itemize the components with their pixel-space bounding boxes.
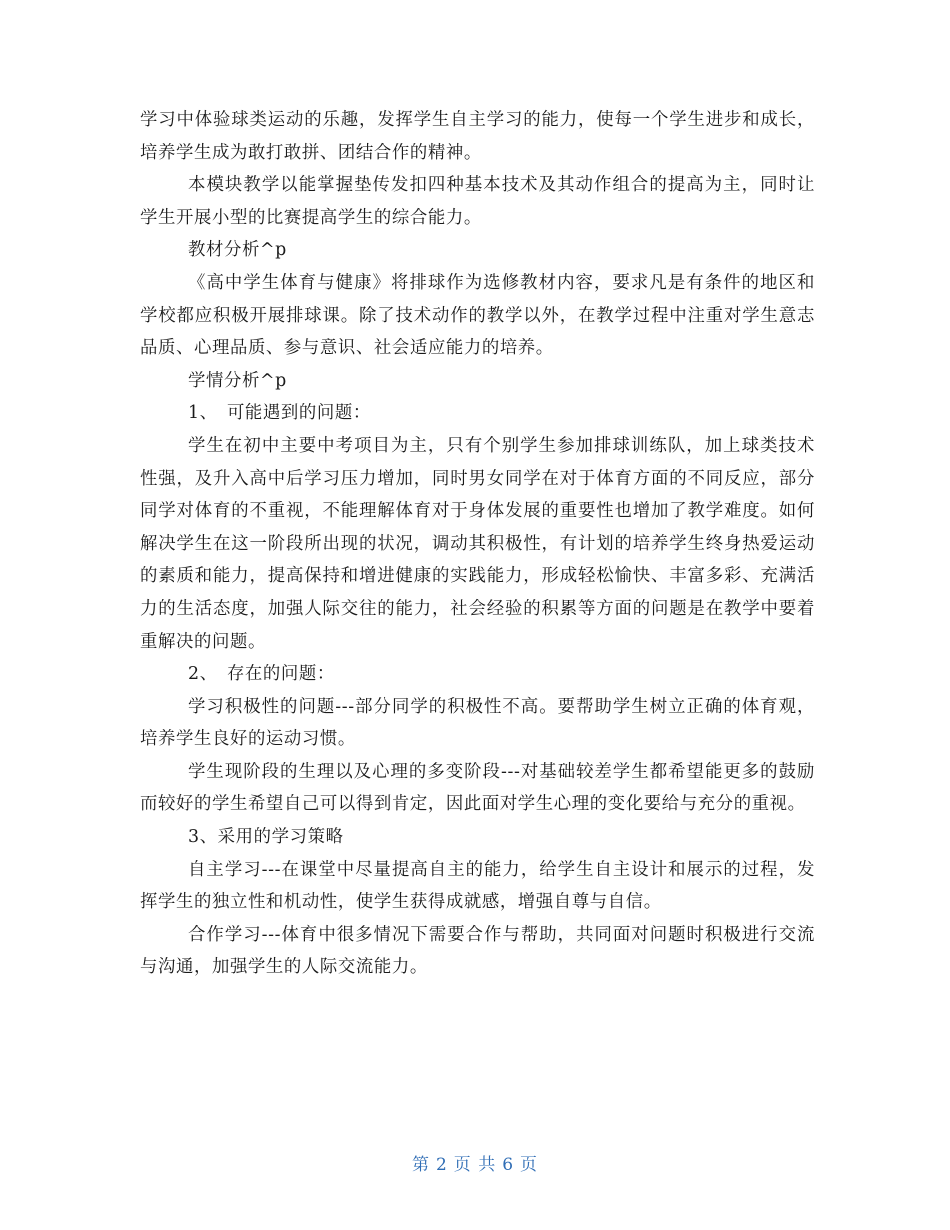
paragraph-7: 学生在初中主要中考项目为主，只有个别学生参加排球训练队，加上球类技术性强，及升入高中后学习压力增加，同时男女同学在对于体育方面的不同反应，部分同学对体育的不重视，不能理解体育对于身体发展的重要性也增加了教学难度。如何解决学生在这一阶段所出现的状况，调动其积极性，有计划的培养学生终身热爱运动的素质和能力，提高保持和增进健康的实践能力，形成轻松愉快、丰富多彩、充满活力的生活态度，加强人际交往的能力，社会经验的积累等方面的问题是在教学中要着重解决的问题。 [140,435,815,652]
footer-prefix: 第 [411,1155,430,1175]
section-heading-textbook-analysis: 教材分析^p [188,240,287,261]
paragraph-1: 学习中体验球类运动的乐趣，发挥学生自主学习的能力，使每一个学生进步和成长，培养学生成为敢打敢拼、团结合作的精神。 [140,110,815,163]
list-item-3-heading: 3、采用的学习策略 [188,827,344,848]
paragraph-4: 《高中学生体育与健康》将排球作为选修教材内容，要求凡是有条件的地区和学校都应积极开展排球课。除了技术动作的教学以外，在教学过程中注重对学生意志品质、心理品质、参与意识、社会适应能力的培养。 [140,272,815,359]
paragraph-13: 合作学习---体育中很多情况下需要合作与帮助，共同面对问题时积极进行交流与沟通，加强学生的人际交流能力。 [140,924,815,978]
paragraph-12: 自主学习---在课堂中尽量提高自主的能力，给学生自主设计和展示的过程，发挥学生的独立性和机动性，使学生获得成就感，增强自尊与自信。 [140,859,815,913]
footer-total-pages: 6 [502,1155,515,1175]
page-footer [0,1150,950,1175]
list-item-1-heading: 1、 可能遇到的问题： [188,403,371,424]
section-heading-student-analysis: 学情分析^p [188,370,287,391]
footer-middle: 页 共 [453,1155,497,1175]
document-body [140,104,815,984]
list-item-2-heading: 2、 存在的问题： [188,664,335,685]
paragraph-9: 学习积极性的问题---部分同学的积极性不高。要帮助学生树立正确的体育观，培养学生良好的运动习惯。 [140,696,815,750]
footer-current-page: 2 [435,1155,448,1175]
footer-suffix: 页 [520,1155,539,1175]
paragraph-10: 学生现阶段的生理以及心理的多变阶段---对基础较差学生都希望能更多的鼓励而较好的学生希望自己可以得到肯定，因此面对学生心理的变化要给与充分的重视。 [140,761,815,815]
paragraph-2: 本模块教学以能掌握垫传发扣四种基本技术及其动作组合的提高为主，同时让学生开展小型的比赛提高学生的综合能力。 [140,175,815,228]
